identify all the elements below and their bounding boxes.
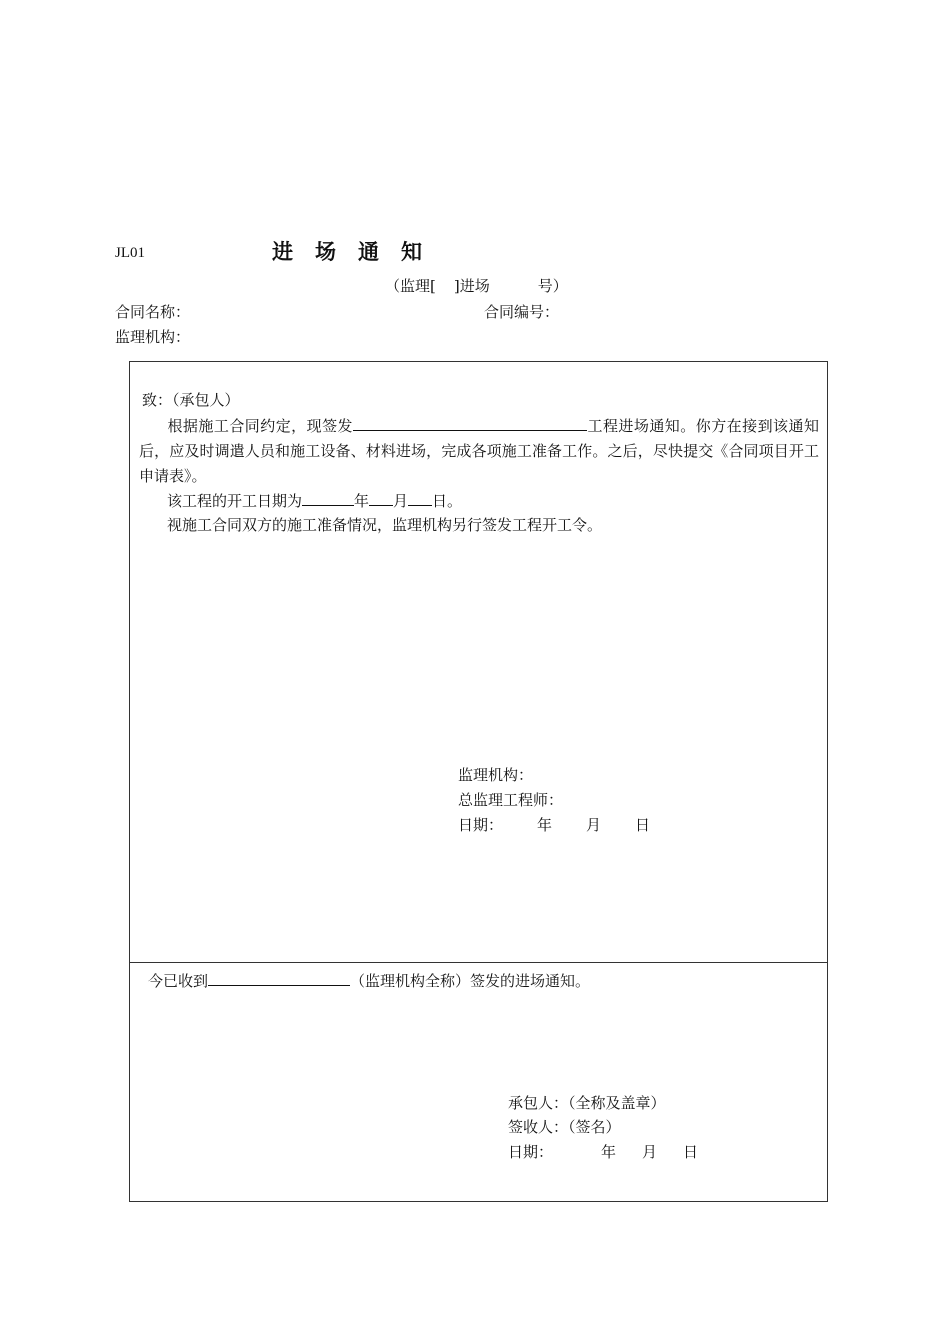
- sign-day: 日: [635, 816, 651, 834]
- receipt-day: 日: [683, 1143, 699, 1161]
- receipt-line: [148, 968, 590, 991]
- title-char-4: 知: [401, 239, 422, 264]
- sign-org-label: 监理机构：: [458, 766, 534, 784]
- p2-month: 月: [393, 492, 409, 510]
- p2-year: 年: [354, 492, 370, 510]
- title-char-3: 通: [358, 239, 379, 264]
- p1-before-blank: 根据施工合同约定，现签发: [167, 417, 354, 435]
- contractor-label: 承包人：（全称及盖章）: [508, 1094, 666, 1112]
- p2-before: 该工程的开工日期为: [167, 492, 303, 510]
- doc-no-right: 号）: [537, 277, 568, 295]
- receipt-month: 月: [642, 1143, 658, 1161]
- title-char-1: 进: [272, 239, 293, 264]
- contract-no-label: 合同编号：: [484, 303, 560, 321]
- notice-paragraph-3: [139, 513, 819, 538]
- receipt-after: （监理机构全称）签发的进场通知。: [350, 972, 591, 990]
- start-month-blank[interactable]: [369, 488, 393, 506]
- p1-after-blank: 工程进场通知。你方在接到该通知后，应及时调遣人员和施工设备、材料进场，完成各项施工准备工作。之后，尽快提交《合同项目开工申请表》。: [139, 417, 819, 485]
- addressee-line: 致：（承包人）: [142, 391, 240, 409]
- sign-engineer-label: 总监理工程师：: [458, 791, 564, 809]
- start-year-blank[interactable]: [302, 488, 354, 506]
- document-number: [385, 276, 568, 296]
- p2-day: 日。: [432, 492, 463, 510]
- receipt-date-label: 日期：: [508, 1143, 554, 1161]
- notice-paragraph-1: [139, 413, 819, 489]
- sign-date-line: [458, 815, 650, 835]
- sign-date-label: 日期：: [458, 816, 504, 834]
- receipt-year: 年: [601, 1143, 617, 1161]
- receipt-before: 今已收到: [148, 972, 209, 990]
- doc-no-mid: ]进场: [453, 277, 490, 295]
- start-date-line: [139, 488, 819, 514]
- project-name-blank[interactable]: [353, 413, 587, 431]
- supervision-org-label: 监理机构：: [115, 328, 191, 346]
- start-day-blank[interactable]: [408, 488, 432, 506]
- receipt-date-line: [508, 1142, 698, 1162]
- notice-form-box: [129, 361, 828, 1202]
- sign-year: 年: [537, 816, 553, 834]
- contract-name-label: 合同名称：: [115, 303, 191, 321]
- section-divider: [130, 962, 827, 963]
- supervision-org-blank[interactable]: [208, 968, 350, 986]
- page-title: [272, 238, 422, 266]
- form-code: JL01: [115, 245, 145, 261]
- receiver-label: 签收人：（签名）: [508, 1118, 621, 1136]
- sign-month: 月: [586, 816, 602, 834]
- doc-no-left: （监理[: [385, 277, 436, 295]
- p3-text: 视施工合同双方的施工准备情况，监理机构另行签发工程开工令。: [167, 516, 603, 534]
- title-char-2: 场: [315, 239, 336, 264]
